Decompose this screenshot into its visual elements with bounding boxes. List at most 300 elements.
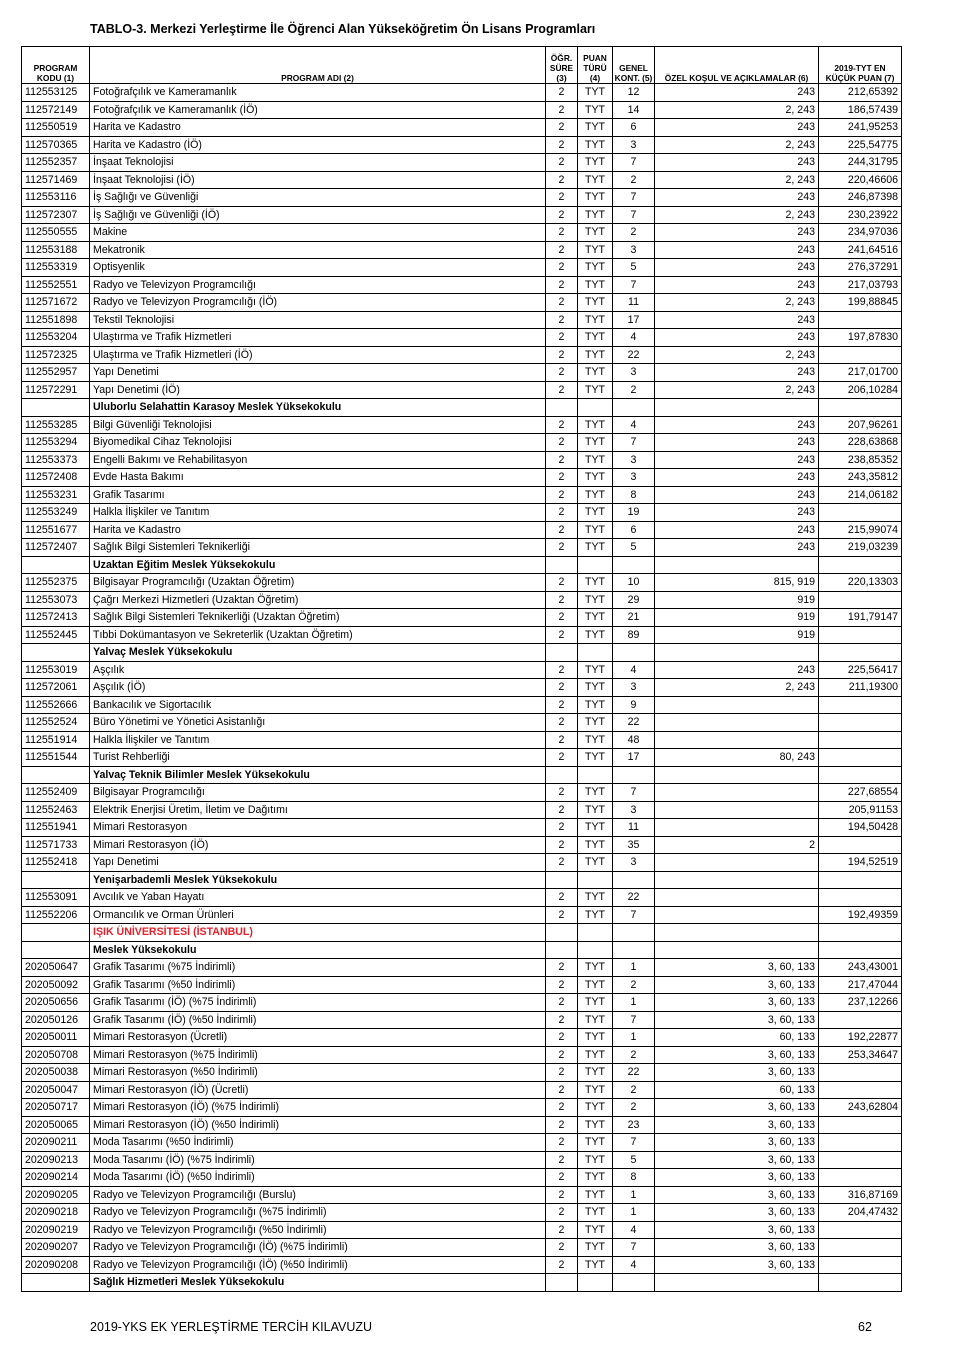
cell-puan: TYT	[578, 276, 613, 294]
cell-name: Büro Yönetimi ve Yönetici Asistanlığı	[90, 714, 546, 732]
cell-tyt: 228,63868	[819, 434, 902, 452]
cell-code: 202050011	[22, 1029, 90, 1047]
cell-tyt: 237,12266	[819, 994, 902, 1012]
cell-ozel	[655, 784, 819, 802]
cell-name: Mimari Restorasyon (İÖ)	[90, 836, 546, 854]
cell-puan: TYT	[578, 311, 613, 329]
cell-code: 112552418	[22, 854, 90, 872]
cell-puan: TYT	[578, 889, 613, 907]
cell-code: 112552666	[22, 696, 90, 714]
cell-sure: 2	[546, 1081, 578, 1099]
cell-sure: 2	[546, 434, 578, 452]
cell-kont: 4	[613, 416, 655, 434]
cell-sure: 2	[546, 749, 578, 767]
cell-code	[22, 644, 90, 662]
cell-ozel: 2, 243	[655, 206, 819, 224]
cell-name: IŞIK ÜNİVERSİTESİ (İSTANBUL)	[90, 924, 546, 942]
cell-sure: 2	[546, 1169, 578, 1187]
cell-sure: 2	[546, 1011, 578, 1029]
cell-name: Fotoğrafçılık ve Kameramanlık (İÖ)	[90, 101, 546, 119]
cell-kont: 8	[613, 486, 655, 504]
cell-ozel	[655, 556, 819, 574]
cell-name: Radyo ve Televizyon Programcılığı (İÖ) (%75 İndirimli)	[90, 1239, 546, 1257]
cell-code: 112552524	[22, 714, 90, 732]
cell-code: 112572149	[22, 101, 90, 119]
cell-tyt: 211,19300	[819, 679, 902, 697]
cell-code: 202090214	[22, 1169, 90, 1187]
table-row	[22, 539, 902, 557]
cell-ozel: 2, 243	[655, 679, 819, 697]
cell-sure: 2	[546, 136, 578, 154]
cell-ozel: 243	[655, 154, 819, 172]
cell-ozel: 2, 243	[655, 346, 819, 364]
cell-sure: 2	[546, 241, 578, 259]
cell-code: 112571469	[22, 171, 90, 189]
cell-name: Mimari Restorasyon (İÖ) (Ücretli)	[90, 1081, 546, 1099]
cell-sure: 2	[546, 329, 578, 347]
cell-code: 112553125	[22, 84, 90, 102]
cell-tyt: 205,91153	[819, 801, 902, 819]
cell-kont: 21	[613, 609, 655, 627]
cell-puan: TYT	[578, 731, 613, 749]
cell-ozel	[655, 644, 819, 662]
table-row	[22, 679, 902, 697]
cell-kont	[613, 941, 655, 959]
cell-kont: 19	[613, 504, 655, 522]
table-row	[22, 346, 902, 364]
cell-code: 112553319	[22, 259, 90, 277]
header-kont: GENEL KONT. (5)	[613, 47, 655, 84]
cell-kont: 1	[613, 994, 655, 1012]
cell-ozel: 3, 60, 133	[655, 1134, 819, 1152]
cell-sure: 2	[546, 224, 578, 242]
cell-sure: 2	[546, 539, 578, 557]
table-row	[22, 1151, 902, 1169]
cell-name: Engelli Bakımı ve Rehabilitasyon	[90, 451, 546, 469]
cell-tyt	[819, 1256, 902, 1274]
cell-tyt: 206,10284	[819, 381, 902, 399]
cell-tyt: 244,31795	[819, 154, 902, 172]
table-row	[22, 714, 902, 732]
table-row	[22, 311, 902, 329]
cell-ozel: 243	[655, 329, 819, 347]
table-row	[22, 1221, 902, 1239]
cell-sure: 2	[546, 696, 578, 714]
footer-guide-title: 2019-YKS EK YERLEŞTİRME TERCİH KILAVUZU	[90, 1320, 373, 1334]
cell-tyt	[819, 1274, 902, 1292]
cell-kont: 7	[613, 1134, 655, 1152]
cell-tyt	[819, 1221, 902, 1239]
cell-name: Radyo ve Televizyon Programcılığı (Burslu)	[90, 1186, 546, 1204]
cell-name: Grafik Tasarımı (%75 İndirimli)	[90, 959, 546, 977]
cell-ozel: 2, 243	[655, 171, 819, 189]
header-sure: ÖĞR. SÜRE (3)	[546, 47, 578, 84]
cell-sure: 2	[546, 609, 578, 627]
cell-name: Aşçılık	[90, 661, 546, 679]
cell-puan: TYT	[578, 1256, 613, 1274]
table-row	[22, 1046, 902, 1064]
cell-code: 112553019	[22, 661, 90, 679]
cell-tyt	[819, 591, 902, 609]
cell-kont: 23	[613, 1116, 655, 1134]
cell-name: Yapı Denetimi	[90, 364, 546, 382]
cell-kont: 11	[613, 294, 655, 312]
cell-puan: TYT	[578, 434, 613, 452]
table-row	[22, 801, 902, 819]
cell-name: Biyomedikal Cihaz Teknolojisi	[90, 434, 546, 452]
section-row	[22, 644, 902, 662]
cell-tyt	[819, 504, 902, 522]
cell-puan: TYT	[578, 836, 613, 854]
cell-name: Meslek Yüksekokulu	[90, 941, 546, 959]
cell-ozel: 80, 243	[655, 749, 819, 767]
cell-ozel: 3, 60, 133	[655, 1256, 819, 1274]
section-row	[22, 941, 902, 959]
cell-sure: 2	[546, 906, 578, 924]
cell-ozel: 3, 60, 133	[655, 959, 819, 977]
cell-sure: 2	[546, 819, 578, 837]
cell-ozel	[655, 871, 819, 889]
cell-sure	[546, 766, 578, 784]
cell-name: Ulaştırma ve Trafik Hizmetleri	[90, 329, 546, 347]
cell-code: 112552551	[22, 276, 90, 294]
cell-puan	[578, 871, 613, 889]
cell-kont: 7	[613, 1239, 655, 1257]
cell-sure: 2	[546, 626, 578, 644]
table-row	[22, 294, 902, 312]
cell-ozel: 3, 60, 133	[655, 1011, 819, 1029]
cell-name: Elektrik Enerjisi Üretim, İletim ve Dağıtımı	[90, 801, 546, 819]
cell-sure: 2	[546, 1134, 578, 1152]
cell-name: Yenişarbademli Meslek Yüksekokulu	[90, 871, 546, 889]
cell-name: Uzaktan Eğitim Meslek Yüksekokulu	[90, 556, 546, 574]
cell-code: 112552357	[22, 154, 90, 172]
table-row	[22, 504, 902, 522]
table-row	[22, 1186, 902, 1204]
cell-tyt: 243,62804	[819, 1099, 902, 1117]
cell-code: 112572413	[22, 609, 90, 627]
cell-ozel	[655, 941, 819, 959]
cell-kont: 7	[613, 189, 655, 207]
cell-kont: 5	[613, 1151, 655, 1169]
cell-puan: TYT	[578, 1099, 613, 1117]
header-ozel: ÖZEL KOŞUL VE AÇIKLAMALAR (6)	[655, 47, 819, 84]
cell-sure: 2	[546, 1256, 578, 1274]
cell-name: Mimari Restorasyon	[90, 819, 546, 837]
table-row	[22, 469, 902, 487]
cell-tyt	[819, 766, 902, 784]
cell-name: Optisyenlik	[90, 259, 546, 277]
cell-code: 202090207	[22, 1239, 90, 1257]
cell-kont: 14	[613, 101, 655, 119]
cell-code	[22, 871, 90, 889]
cell-puan: TYT	[578, 171, 613, 189]
cell-name: Yapı Denetimi	[90, 854, 546, 872]
cell-ozel: 3, 60, 133	[655, 1186, 819, 1204]
cell-name: Bilgi Güvenliği Teknolojisi	[90, 416, 546, 434]
cell-tyt	[819, 889, 902, 907]
cell-sure: 2	[546, 206, 578, 224]
cell-code	[22, 1274, 90, 1292]
cell-sure: 2	[546, 1239, 578, 1257]
table-row	[22, 84, 902, 102]
cell-kont: 8	[613, 1169, 655, 1187]
cell-kont: 22	[613, 1064, 655, 1082]
cell-puan: TYT	[578, 609, 613, 627]
cell-tyt: 204,47432	[819, 1204, 902, 1222]
cell-ozel: 919	[655, 591, 819, 609]
cell-kont: 4	[613, 661, 655, 679]
cell-tyt: 215,99074	[819, 521, 902, 539]
cell-kont: 7	[613, 154, 655, 172]
page-number: 62	[858, 1320, 872, 1334]
cell-sure	[546, 871, 578, 889]
cell-name: Sağlık Hizmetleri Meslek Yüksekokulu	[90, 1274, 546, 1292]
cell-ozel: 2	[655, 836, 819, 854]
cell-puan: TYT	[578, 819, 613, 837]
cell-name: Tekstil Teknolojisi	[90, 311, 546, 329]
cell-tyt: 199,88845	[819, 294, 902, 312]
cell-tyt: 276,37291	[819, 259, 902, 277]
table-row	[22, 136, 902, 154]
cell-tyt: 212,65392	[819, 84, 902, 102]
cell-sure	[546, 941, 578, 959]
cell-tyt: 192,49359	[819, 906, 902, 924]
cell-name: Grafik Tasarımı	[90, 486, 546, 504]
cell-kont: 29	[613, 591, 655, 609]
cell-kont: 4	[613, 1256, 655, 1274]
cell-ozel: 2, 243	[655, 294, 819, 312]
cell-name: Bilgisayar Programcılığı	[90, 784, 546, 802]
cell-puan: TYT	[578, 119, 613, 137]
cell-puan: TYT	[578, 101, 613, 119]
cell-kont: 2	[613, 976, 655, 994]
cell-kont: 17	[613, 311, 655, 329]
cell-sure: 2	[546, 1116, 578, 1134]
cell-code: 112553249	[22, 504, 90, 522]
cell-kont: 9	[613, 696, 655, 714]
cell-name: Bankacılık ve Sigortacılık	[90, 696, 546, 714]
cell-tyt: 227,68554	[819, 784, 902, 802]
cell-tyt	[819, 1011, 902, 1029]
cell-code	[22, 766, 90, 784]
cell-ozel	[655, 731, 819, 749]
cell-tyt	[819, 836, 902, 854]
table-row	[22, 329, 902, 347]
cell-name: Mekatronik	[90, 241, 546, 259]
cell-tyt	[819, 871, 902, 889]
table-row	[22, 976, 902, 994]
cell-sure	[546, 1274, 578, 1292]
cell-name: Mimari Restorasyon (İÖ) (%75 İndirimli)	[90, 1099, 546, 1117]
cell-puan: TYT	[578, 906, 613, 924]
cell-ozel: 2, 243	[655, 381, 819, 399]
cell-puan: TYT	[578, 1186, 613, 1204]
cell-code: 112572307	[22, 206, 90, 224]
cell-puan: TYT	[578, 801, 613, 819]
cell-tyt	[819, 399, 902, 417]
cell-code: 112572407	[22, 539, 90, 557]
cell-ozel: 243	[655, 311, 819, 329]
cell-sure: 2	[546, 731, 578, 749]
cell-code: 202090211	[22, 1134, 90, 1152]
cell-code	[22, 556, 90, 574]
table-row	[22, 154, 902, 172]
cell-puan: TYT	[578, 1064, 613, 1082]
cell-ozel	[655, 1274, 819, 1292]
cell-tyt: 241,64516	[819, 241, 902, 259]
cell-kont: 2	[613, 381, 655, 399]
table-row	[22, 416, 902, 434]
cell-kont: 3	[613, 469, 655, 487]
cell-ozel: 243	[655, 504, 819, 522]
cell-sure: 2	[546, 1151, 578, 1169]
cell-ozel: 919	[655, 609, 819, 627]
cell-sure: 2	[546, 521, 578, 539]
cell-sure: 2	[546, 311, 578, 329]
cell-puan: TYT	[578, 749, 613, 767]
cell-tyt: 225,54775	[819, 136, 902, 154]
cell-ozel: 243	[655, 84, 819, 102]
cell-name: Moda Tasarımı (%50 İndirimli)	[90, 1134, 546, 1152]
table-row	[22, 381, 902, 399]
cell-name: Yalvaç Teknik Bilimler Meslek Yüksekokulu	[90, 766, 546, 784]
cell-puan: TYT	[578, 504, 613, 522]
cell-ozel: 3, 60, 133	[655, 1221, 819, 1239]
cell-puan: TYT	[578, 591, 613, 609]
section-row	[22, 871, 902, 889]
cell-kont: 7	[613, 434, 655, 452]
cell-puan: TYT	[578, 1081, 613, 1099]
cell-name: Grafik Tasarımı (İÖ) (%50 İndirimli)	[90, 1011, 546, 1029]
cell-tyt	[819, 644, 902, 662]
cell-sure: 2	[546, 469, 578, 487]
cell-ozel	[655, 714, 819, 732]
cell-kont: 35	[613, 836, 655, 854]
cell-code: 112571672	[22, 294, 90, 312]
cell-sure: 2	[546, 889, 578, 907]
cell-name: Yapı Denetimi (İÖ)	[90, 381, 546, 399]
cell-name: Fotoğrafçılık ve Kameramanlık	[90, 84, 546, 102]
cell-kont: 1	[613, 1186, 655, 1204]
cell-name: Grafik Tasarımı (İÖ) (%75 İndirimli)	[90, 994, 546, 1012]
table-row	[22, 259, 902, 277]
cell-tyt: 241,95253	[819, 119, 902, 137]
table-row	[22, 241, 902, 259]
cell-sure: 2	[546, 504, 578, 522]
cell-ozel	[655, 819, 819, 837]
cell-puan: TYT	[578, 486, 613, 504]
section-row	[22, 556, 902, 574]
cell-puan	[578, 941, 613, 959]
cell-kont: 22	[613, 889, 655, 907]
cell-sure: 2	[546, 364, 578, 382]
table-row	[22, 364, 902, 382]
cell-name: Uluborlu Selahattin Karasoy Meslek Yüksekokulu	[90, 399, 546, 417]
cell-ozel	[655, 889, 819, 907]
cell-tyt: 238,85352	[819, 451, 902, 469]
cell-kont: 7	[613, 1011, 655, 1029]
cell-code: 202050065	[22, 1116, 90, 1134]
programs-table	[21, 46, 902, 1292]
cell-name: Radyo ve Televizyon Programcılığı (%75 İndirimli)	[90, 1204, 546, 1222]
cell-tyt	[819, 311, 902, 329]
cell-code: 202050717	[22, 1099, 90, 1117]
cell-ozel: 3, 60, 133	[655, 1204, 819, 1222]
cell-sure: 2	[546, 994, 578, 1012]
cell-tyt: 217,03793	[819, 276, 902, 294]
table-row	[22, 276, 902, 294]
cell-code: 112550555	[22, 224, 90, 242]
cell-kont: 3	[613, 136, 655, 154]
section-row	[22, 399, 902, 417]
cell-sure	[546, 924, 578, 942]
cell-code: 202050656	[22, 994, 90, 1012]
cell-name: İnşaat Teknolojisi (İÖ)	[90, 171, 546, 189]
cell-tyt: 194,50428	[819, 819, 902, 837]
cell-tyt	[819, 1239, 902, 1257]
cell-puan: TYT	[578, 416, 613, 434]
table-row	[22, 1011, 902, 1029]
cell-puan: TYT	[578, 1169, 613, 1187]
table-row	[22, 119, 902, 137]
cell-name: Grafik Tasarımı (%50 İndirimli)	[90, 976, 546, 994]
cell-kont	[613, 644, 655, 662]
cell-kont: 7	[613, 206, 655, 224]
table-row	[22, 451, 902, 469]
cell-puan	[578, 556, 613, 574]
cell-tyt	[819, 941, 902, 959]
cell-puan: TYT	[578, 1221, 613, 1239]
cell-kont: 3	[613, 364, 655, 382]
table-row	[22, 836, 902, 854]
cell-code: 112572408	[22, 469, 90, 487]
table-row	[22, 854, 902, 872]
cell-name: Turist Rehberliği	[90, 749, 546, 767]
cell-tyt: 192,22877	[819, 1029, 902, 1047]
cell-tyt: 243,35812	[819, 469, 902, 487]
cell-code: 112572061	[22, 679, 90, 697]
cell-puan: TYT	[578, 661, 613, 679]
cell-sure: 2	[546, 154, 578, 172]
cell-puan: TYT	[578, 469, 613, 487]
cell-ozel: 3, 60, 133	[655, 1239, 819, 1257]
cell-sure: 2	[546, 294, 578, 312]
table-row	[22, 486, 902, 504]
cell-kont: 17	[613, 749, 655, 767]
cell-code: 202050047	[22, 1081, 90, 1099]
table-row	[22, 1116, 902, 1134]
cell-code: 112551898	[22, 311, 90, 329]
cell-puan: TYT	[578, 976, 613, 994]
cell-code: 112552463	[22, 801, 90, 819]
cell-puan: TYT	[578, 626, 613, 644]
cell-sure: 2	[546, 276, 578, 294]
cell-code: 112553294	[22, 434, 90, 452]
cell-kont	[613, 871, 655, 889]
table-row	[22, 1134, 902, 1152]
cell-puan	[578, 644, 613, 662]
cell-sure: 2	[546, 1204, 578, 1222]
table-row	[22, 171, 902, 189]
cell-code: 202050126	[22, 1011, 90, 1029]
cell-sure: 2	[546, 574, 578, 592]
cell-kont: 6	[613, 119, 655, 137]
cell-code: 112551544	[22, 749, 90, 767]
table-row	[22, 626, 902, 644]
cell-kont	[613, 1274, 655, 1292]
cell-code: 112551677	[22, 521, 90, 539]
